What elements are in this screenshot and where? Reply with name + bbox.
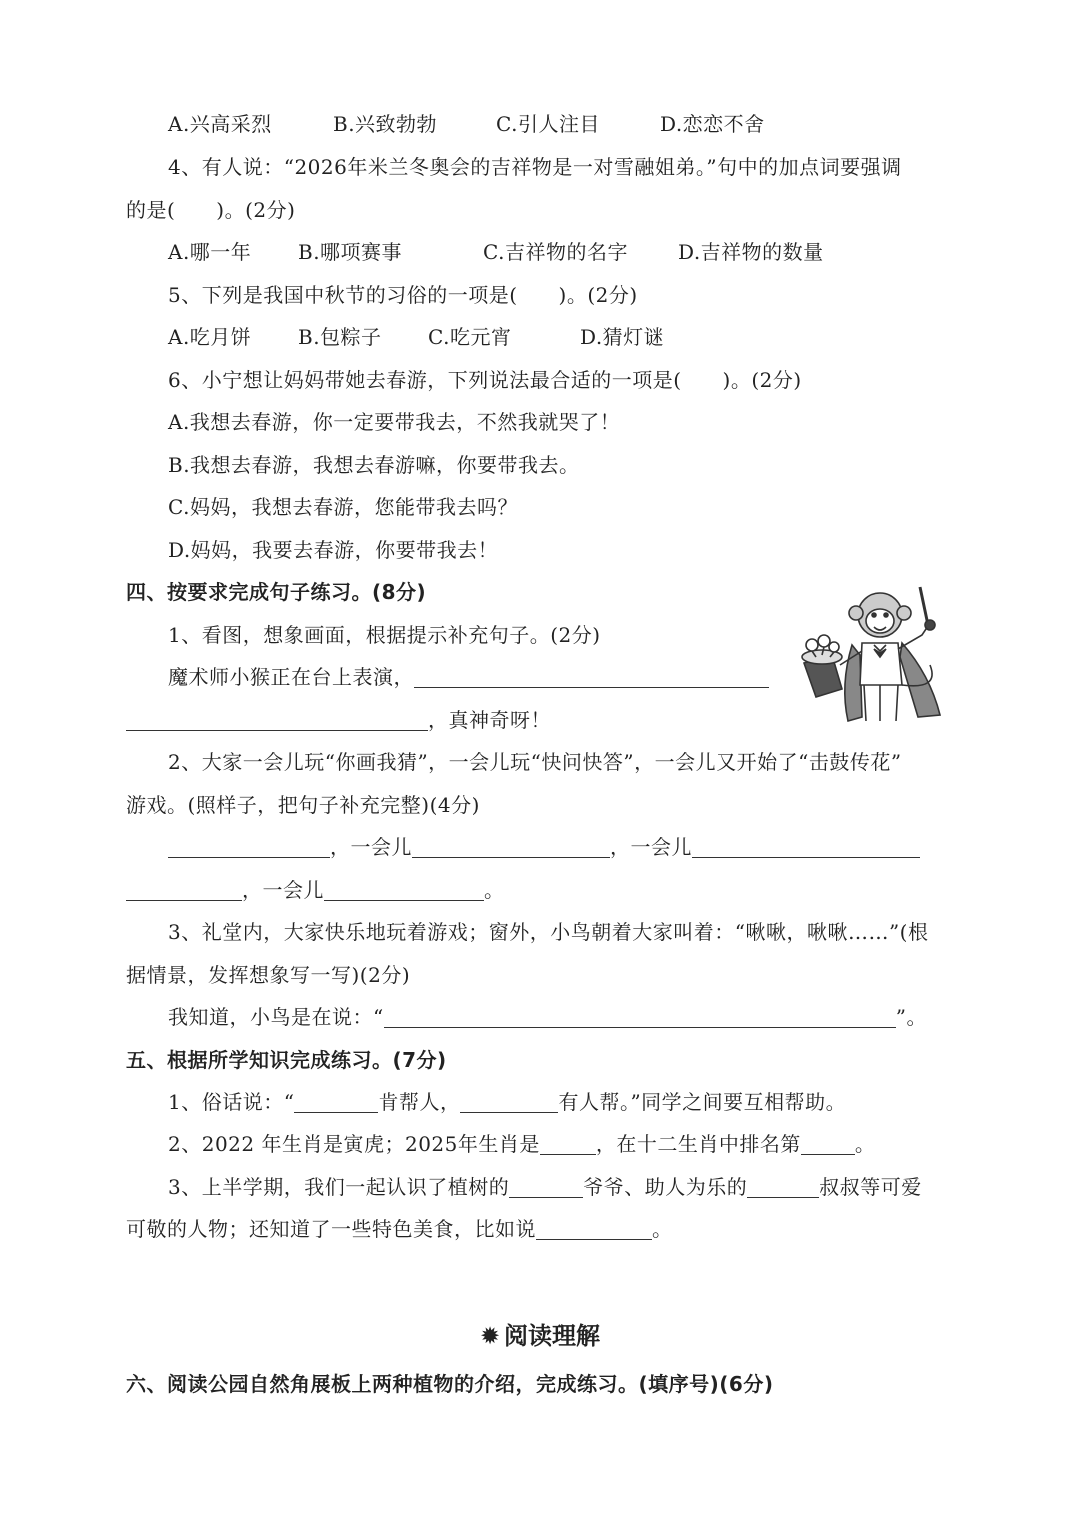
q4-stem-line2: 的是( )。(2分): [126, 198, 296, 222]
q5-options-row: [168, 323, 664, 351]
s4-q3-blank[interactable]: [384, 1005, 896, 1028]
reading-title: 阅读理解: [504, 1322, 601, 1350]
section6-title: 六、阅读公园自然角展板上两种植物的介绍，完成练习。(填序号)(6分): [126, 1372, 774, 1396]
q3-option-a: A.兴高采烈: [168, 112, 272, 136]
s4-q2-blank-4[interactable]: [126, 878, 242, 901]
s4-q2-blank-5[interactable]: [324, 878, 484, 901]
s4-q2-fill-c: ，一会儿: [242, 878, 324, 902]
s4-q2-blank-3[interactable]: [692, 835, 920, 858]
q3-option-d: D.恋恋不舍: [660, 112, 765, 136]
q6-option-b: B.我想去春游，我想去春游嘛，你要带我去。: [168, 453, 580, 477]
q5-option-b: B.包粽子: [298, 325, 382, 349]
s4-q3-end: ”。: [895, 1005, 927, 1029]
star-icon: ✹: [479, 1322, 501, 1350]
q4-options-row: [168, 238, 824, 266]
s4-q2-line1: 2、大家一会儿玩“你画我猜”，一会儿玩“快问快答”，一会儿又开始了“击鼓传花”: [168, 750, 902, 774]
s5-q3-blank-1[interactable]: [509, 1175, 583, 1198]
s5-q3-line2: [126, 1215, 673, 1243]
q4-stem-line1: 4、有人说：“2026年米兰冬奥会的吉祥物是一对雪融姐弟。”句中的加点词要强调: [168, 155, 902, 179]
s5-q1-blank-1[interactable]: [294, 1090, 378, 1113]
s5-q2-blank-1[interactable]: [540, 1132, 596, 1155]
s4-q1-blank-2[interactable]: [126, 708, 428, 731]
s4-q2-fill-line2: [126, 876, 505, 904]
q6-option-a: A.我想去春游，你一定要带我去，不然我就哭了！: [168, 410, 621, 434]
s4-q3-line1: 3、礼堂内，大家快乐地玩着游戏；窗外，小鸟朝着大家叫着：“啾啾，啾啾……”(根: [168, 920, 929, 944]
s5-q3-blank-3[interactable]: [536, 1217, 652, 1240]
s4-q2-fill-line1: [168, 833, 920, 861]
s5-q3-part4: 可敬的人物；还知道了一些特色美食，比如说: [126, 1217, 536, 1241]
s5-q2-part2: ，在十二生肖中排名第: [595, 1132, 801, 1156]
section5-title: 五、根据所学知识完成练习。(7分): [126, 1048, 447, 1072]
q6-stem: 6、小宁想让妈妈带她去春游，下列说法最合适的一项是( )。(2分): [168, 368, 802, 392]
q5-stem: 5、下列是我国中秋节的习俗的一项是( )。(2分): [168, 283, 638, 307]
s5-q3-part2: 爷爷、助人为乐的: [583, 1175, 748, 1199]
s4-q1-blank-1[interactable]: [414, 665, 769, 688]
s5-q2-part3: 。: [854, 1132, 876, 1156]
s4-q2-blank-2[interactable]: [412, 835, 610, 858]
s5-q3-line1: [168, 1173, 922, 1201]
s5-q3-part1: 3、上半学期，我们一起认识了植树的: [168, 1175, 510, 1199]
s4-q2-fill-b: ，一会儿: [610, 835, 692, 859]
q4-option-d: D.吉祥物的数量: [678, 240, 824, 264]
s4-q2-fill-a: ，一会儿: [330, 835, 412, 859]
q3-options-row: [168, 110, 765, 138]
s4-q2-blank-1[interactable]: [168, 835, 330, 858]
s4-q1-stem: 1、看图，想象画面，根据提示补充句子。(2分): [168, 623, 601, 647]
s4-q2-fill-end: 。: [484, 878, 505, 902]
q5-option-d: D.猜灯谜: [580, 325, 665, 349]
q5-option-a: A.吃月饼: [168, 325, 252, 349]
q6-option-d: D.妈妈，我要去春游，你要带我去！: [168, 538, 499, 562]
s5-q1-part1: 1、俗话说：“: [168, 1090, 295, 1114]
s5-q3-part5: 。: [652, 1217, 673, 1241]
s5-q2-blank-2[interactable]: [801, 1132, 855, 1155]
s5-q1-blank-2[interactable]: [460, 1090, 558, 1113]
s5-q2: [168, 1130, 875, 1158]
s5-q3-blank-2[interactable]: [747, 1175, 819, 1198]
s4-q3-prompt: 我知道，小鸟是在说：“: [168, 1005, 384, 1029]
s4-q3-line2: 据情景，发挥想象写一写)(2分): [126, 963, 411, 987]
q6-option-c: C.妈妈，我想去春游，您能带我去吗？: [168, 495, 518, 519]
magician-monkey-icon: [790, 585, 950, 725]
q4-option-c: C.吉祥物的名字: [483, 240, 628, 264]
section4-title: 四、按要求完成句子练习。(8分): [126, 580, 427, 604]
q3-option-b: B.兴致勃勃: [333, 112, 438, 136]
reading-section-heading: [0, 1320, 1080, 1352]
s4-q2-line2: 游戏。(照样子，把句子补充完整)(4分): [126, 793, 480, 817]
s5-q1-part2: 肯帮人，: [378, 1090, 461, 1114]
s5-q1: [168, 1088, 846, 1116]
q5-option-c: C.吃元宵: [428, 325, 512, 349]
s4-q1-line1: [168, 663, 769, 691]
s4-q1-prompt: 魔术师小猴正在台上表演，: [168, 665, 414, 689]
s5-q1-part3: 有人帮。”同学之间要互相帮助。: [558, 1090, 847, 1114]
q3-option-c: C.引人注目: [496, 112, 600, 136]
s4-q3-line3: [168, 1003, 927, 1031]
s4-q1-end: ，真神奇呀！: [428, 708, 551, 732]
s5-q2-part1: 2、2022 年生肖是寅虎；2025年生肖是: [168, 1132, 540, 1156]
q4-option-a: A.哪一年: [168, 240, 252, 264]
s5-q3-part3: 叔叔等可爱: [819, 1175, 922, 1199]
q4-option-b: B.哪项赛事: [298, 240, 403, 264]
s4-q1-line2: [126, 706, 551, 734]
